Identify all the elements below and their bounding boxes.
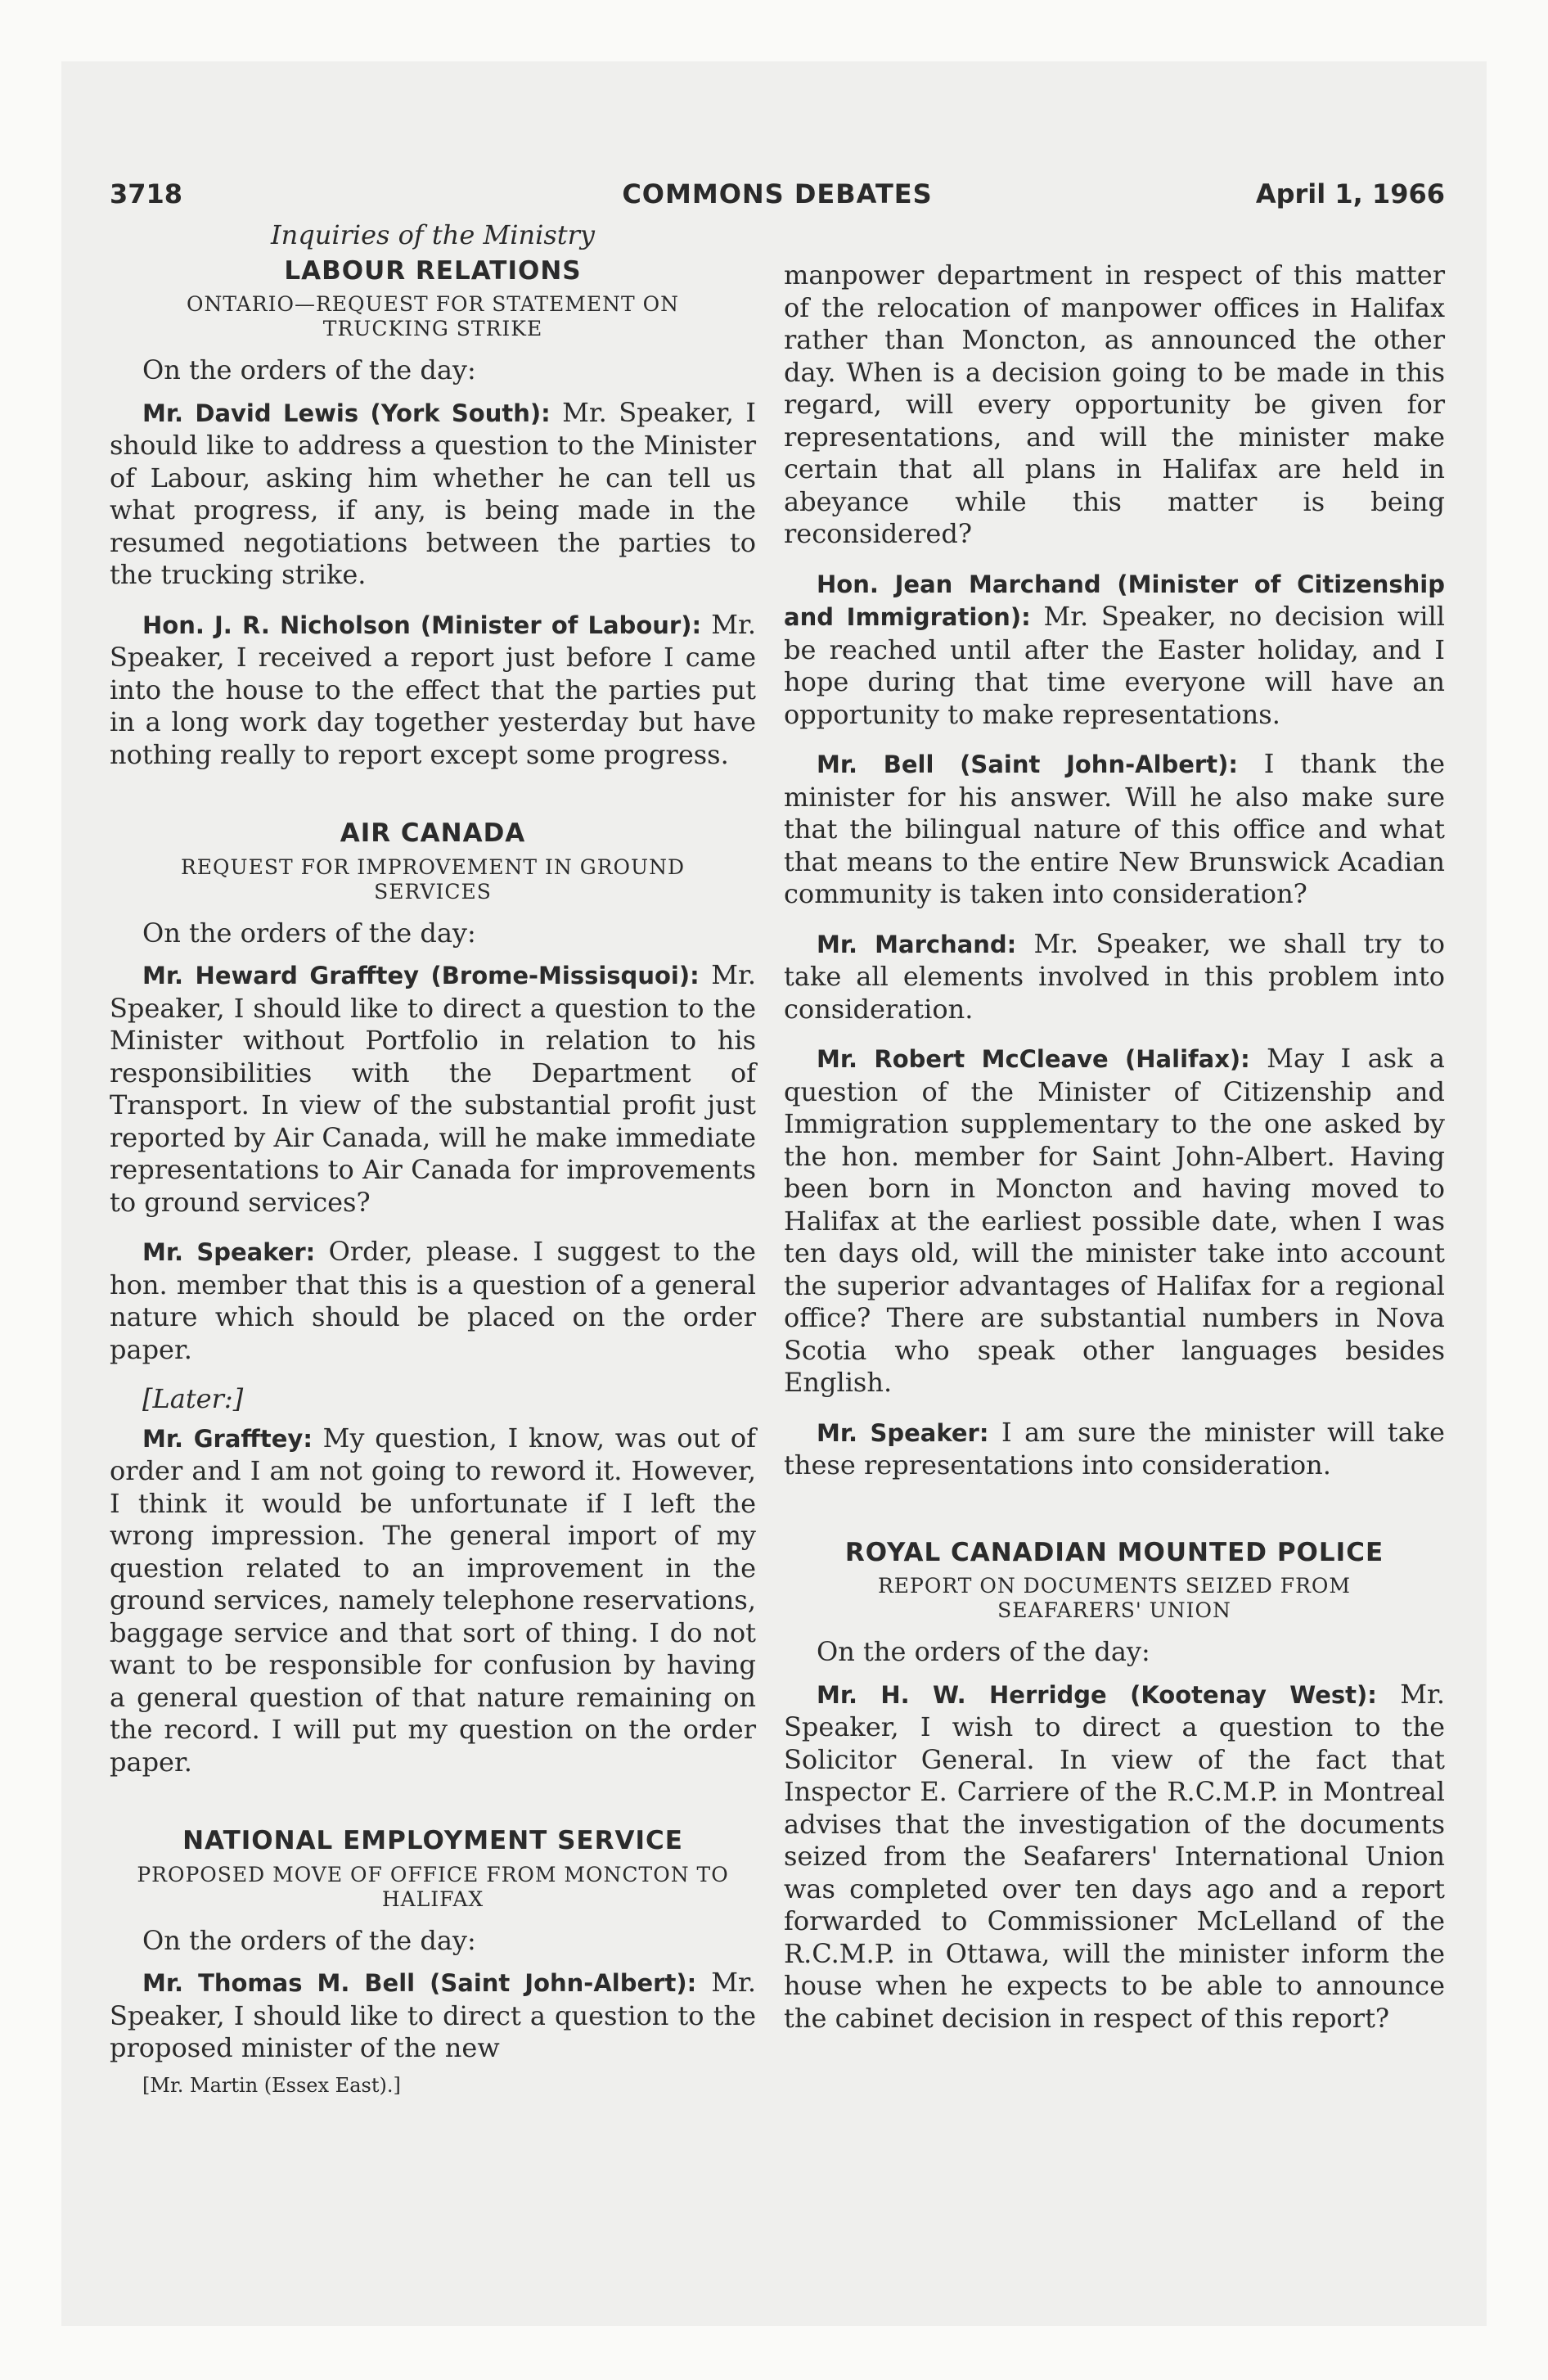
speech-text: Mr. Speaker, I should like to direct a question to the Minister without Portfolio in relation to his responsibilities with the Department of Transport. In view of the substantial profit just reported by Air Canada, will he make immediate representations to Air Canada for improvements to ground services?	[110, 959, 756, 1218]
speech-paragraph	[110, 1422, 756, 1779]
speech-paragraph	[784, 1043, 1445, 1400]
left-column	[110, 219, 756, 2102]
speech-paragraph	[110, 1236, 756, 1366]
page-number: 3718	[110, 178, 183, 210]
later-marker: [Later:]	[142, 1383, 244, 1414]
orders-of-the-day: On the orders of the day:	[817, 1636, 1150, 1667]
speech-paragraph-continued: manpower department in respect of this matter of the relocation of manpower offices in Halifax rather than Moncton, as announced the other day. When is a decision going to be made in this regard, will every opportunity be given for representations, and will the minister make certain that all plans in Halifax are held in abeyance while this matter is being reconsidered?	[784, 259, 1445, 549]
inquiries-heading: Inquiries of the Ministry	[271, 219, 595, 250]
publication-title: COMMONS DEBATES	[622, 178, 933, 210]
speech-paragraph	[784, 748, 1445, 911]
orders-of-the-day: On the orders of the day:	[142, 917, 476, 949]
speech-paragraph	[110, 1967, 756, 2065]
section-subtitle-trucking-strike: ONTARIO—REQUEST FOR STATEMENT ON TRUCKING STRIKE	[187, 292, 679, 340]
speaker-name: Mr. David Lewis (York South):	[142, 399, 551, 427]
speech-paragraph	[784, 568, 1445, 732]
speaker-name: Mr. Thomas M. Bell (Saint John-Albert):	[142, 1969, 697, 1997]
speech-paragraph	[110, 959, 756, 1219]
speech-text: I thank the minister for his answer. Will he also make sure that the bilingual nature of this office and what that means to the entire New Brunswick Acadian community is taken into consideration?	[784, 748, 1446, 909]
speech-text: Mr. Speaker, I received a report just before I came into the house to the effect that the parties put in a long work day together yesterday but have nothing really to report except some progress.	[110, 608, 756, 770]
section-title-rcmp: ROYAL CANADIAN MOUNTED POLICE	[844, 1537, 1384, 1567]
section-title-labour-relations: LABOUR RELATIONS	[284, 255, 582, 286]
speaker-name: Mr. Speaker:	[142, 1238, 316, 1266]
speech-paragraph	[784, 1417, 1445, 1482]
speech-text: Mr. Speaker, I should like to direct a question to the proposed minister of the new	[110, 1967, 756, 2063]
issue-date: April 1, 1966	[1255, 178, 1445, 210]
speech-text: Order, please. I suggest to the hon. member that this is a question of a general nature which should be placed on the order paper.	[110, 1236, 756, 1365]
speech-text: I am sure the minister will take these representations into consideration.	[784, 1416, 1445, 1481]
speech-text: Mr. Speaker, no decision will be reached until after the Easter holiday, and I hope during that time everyone will have an opportunity to make representations.	[784, 601, 1446, 730]
speech-paragraph	[784, 1679, 1445, 2035]
speaker-name: Mr. H. W. Herridge (Kootenay West):	[817, 1680, 1377, 1709]
speaker-name: Mr. Robert McCleave (Halifax):	[817, 1045, 1250, 1073]
speaker-name: Mr. Speaker:	[817, 1418, 989, 1447]
section-subtitle-seafarers-union: REPORT ON DOCUMENTS SEIZED FROM SEAFARERS' UNION	[877, 1574, 1352, 1622]
speech-text: May I ask a question of the Minister of Citizenship and Immigration supplementary to the one asked by the hon. member for Saint John-Albert. Having been born in Moncton and having moved to Halifax at the earliest possible date, when I was ten days old, will the minister take into account the superior advantages of Halifax for a regional office? There are substantial numbers in Nova Scotia who speak other languages besides English.	[784, 1043, 1445, 1398]
speech-paragraph	[784, 928, 1445, 1026]
speech-paragraph	[110, 397, 756, 592]
section-subtitle-moncton-halifax: PROPOSED MOVE OF OFFICE FROM MONCTON TO HALIFAX	[137, 1862, 729, 1911]
speech-paragraph	[110, 609, 756, 772]
speech-text: Mr. Speaker, I should like to address a question to the Minister of Labour, asking him whether he can tell us what progress, if any, is being made in the resumed negotiations between the parties to the trucking strike.	[110, 396, 757, 590]
section-title-national-employment-service: NATIONAL EMPLOYMENT SERVICE	[182, 1826, 683, 1855]
speaker-name: Mr. Heward Grafftey (Brome-Missisquoi):	[142, 962, 700, 989]
speech-text: My question, I know, was out of order and I am not going to reword it. However, I think it would be unfortunate if I left the wrong impression. The general import of my question related to an improvement in the ground services, namely telephone reservations, baggage service and that sort of thing. I do not want to be responsible for confusion by having a general question of that nature remaining on the record. I will put my question on the order paper.	[110, 1422, 757, 1778]
section-subtitle-ground-services: REQUEST FOR IMPROVEMENT IN GROUND SERVICES	[180, 854, 686, 904]
speaker-name: Hon. J. R. Nicholson (Minister of Labour):	[142, 611, 702, 639]
section-title-air-canada: AIR CANADA	[340, 818, 526, 848]
speech-text: Mr. Speaker, I wish to direct a question to the Solicitor General. In view of the fact that Inspector E. Carriere of the R.C.M.P. in Montreal advises that the investigation of the documents seized from the Seafarers' International Union was completed over ten days ago and a report forwarded to Commissioner McLelland of the R.C.M.P. in Ottawa, will the minister inform the house when he expects to be able to announce the cabinet decision in respect of this report?	[784, 1678, 1445, 2034]
orders-of-the-day: On the orders of the day:	[142, 354, 476, 385]
speech-text: Mr. Speaker, we shall try to take all elements involved in this problem into consideration.	[784, 927, 1445, 1025]
footnote-speaker: [Mr. Martin (Essex East).]	[142, 2073, 401, 2097]
orders-of-the-day: On the orders of the day:	[142, 1924, 476, 1956]
speaker-name: Hon. Jean Marchand (Minister of Citizenship and Immigration):	[784, 570, 1445, 631]
speaker-name: Mr. Grafftey:	[142, 1424, 313, 1453]
right-column	[784, 219, 1445, 2052]
speaker-name: Mr. Marchand:	[817, 930, 1017, 958]
speaker-name: Mr. Bell (Saint John-Albert):	[817, 751, 1238, 778]
